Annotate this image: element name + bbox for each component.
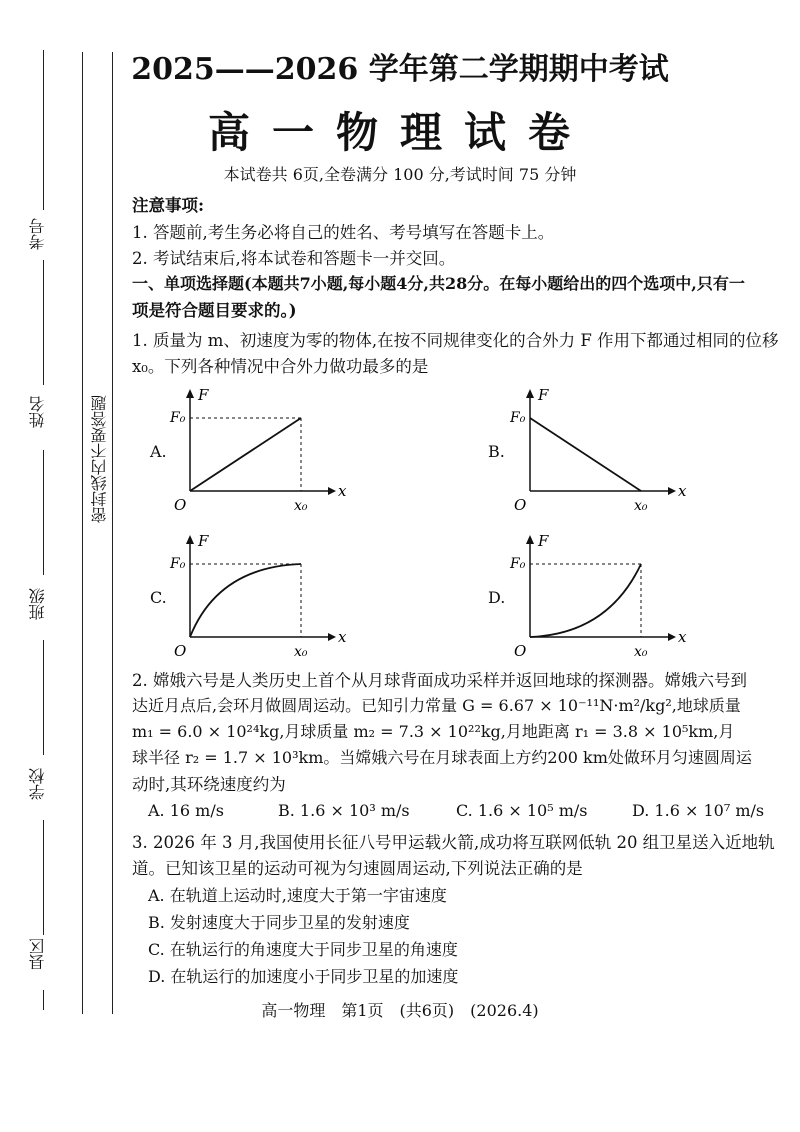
q1-option-a-label: A. <box>150 442 167 461</box>
q2-stem-line5: 动时,其环绕速度约为 <box>132 775 286 794</box>
school-line <box>43 640 44 755</box>
q1-graph-a-curve <box>190 418 301 491</box>
section-heading-line1: 一、单项选择题(本题共7小题,每小题4分,共28分。在每小题给出的四个选项中,只有一 <box>132 274 745 293</box>
q2-stem-line3: m₁ = 6.0 × 10²⁴kg,月球质量 m₂ = 7.3 × 10²²kg,月地距离 r₁ = 3.8 × 10⁵km,月 <box>132 722 735 741</box>
q1-graph-d-y-label: F <box>538 532 549 550</box>
q1-graph-b-x0: x₀ <box>634 498 648 514</box>
q1-graph-c-x0: x₀ <box>294 644 308 660</box>
exam-info: 本试卷共 6页,全卷满分 100 分,考试时间 75 分钟 <box>223 165 577 184</box>
q1-graph-b-f0: F₀ <box>510 410 526 426</box>
q1-graph-d <box>508 532 687 666</box>
q1-graph-b-x-label: x <box>678 482 687 500</box>
q3-option-d: D. 在轨运行的加速度小于同步卫星的加速度 <box>148 967 459 986</box>
q1-graph-a-f0: F₀ <box>170 410 186 426</box>
q1-graph-d-origin: O <box>514 642 527 660</box>
q1-graph-c-f0: F₀ <box>170 556 186 572</box>
name-label: 姓名 <box>28 396 47 428</box>
q1-graph-b-y-label: F <box>538 386 549 404</box>
q1-graph-b-curve <box>530 418 641 491</box>
binding-line-right <box>112 52 113 1014</box>
q1-graph-c-origin: O <box>174 642 187 660</box>
q2-option-c: C. 1.6 × 10⁵ m/s <box>456 801 588 820</box>
q1-graph-c <box>168 532 347 666</box>
q2-option-a: A. 16 m/s <box>148 801 224 820</box>
q2-option-d: D. 1.6 × 10⁷ m/s <box>632 801 765 820</box>
q1-graph-c-x-label: x <box>338 628 347 646</box>
name-line-top <box>43 260 44 385</box>
q1-graph-a-x-label: x <box>338 482 347 500</box>
page-footer: 高一物理 第1页 (共6页) (2026.4) <box>261 1001 539 1020</box>
q2-stem-line4: 球半径 r₂ = 1.7 × 10³km。当嫦娥六号在月球表面上方约200 km处做环月匀速圆周运 <box>132 748 752 767</box>
section-heading-line2: 项是符合题目要求的。) <box>132 301 297 320</box>
class-line <box>43 450 44 575</box>
q1-graph-d-x-label: x <box>678 628 687 646</box>
q1-graph-a-y-label: F <box>198 386 209 404</box>
exam-number-label: 考号 <box>28 218 47 250</box>
q1-option-c-label: C. <box>150 588 167 607</box>
q3-stem-line1: 3. 2026 年 3 月,我国使用长征八号甲运载火箭,成功将互联网低轨 20 组卫星送入近地轨 <box>132 833 775 852</box>
binding-line-left <box>82 52 83 1014</box>
note-item-1: 1. 答题前,考生务必将自己的姓名、考号填写在答题卡上。 <box>132 223 555 242</box>
district-label: 县区 <box>28 938 47 970</box>
q3-option-c: C. 在轨运行的角速度大于同步卫星的角速度 <box>148 940 458 959</box>
q1-graph-d-f0: F₀ <box>510 556 526 572</box>
q1-graph-a-origin: O <box>174 496 187 514</box>
class-label: 班级 <box>28 588 47 620</box>
q1-graph-d-curve <box>530 564 641 637</box>
subject-title: 高一物理试卷 <box>207 108 592 157</box>
note-item-2: 2. 考试结束后,将本试卷和答题卡一并交回。 <box>132 249 456 268</box>
q1-graph-a-x0: x₀ <box>294 498 308 514</box>
exam-title: 2025——2026 学年第二学期期中考试 <box>131 52 669 87</box>
q1-graph-a <box>168 386 347 520</box>
q1-graph-c-y-label: F <box>198 532 209 550</box>
q2-stem-line1: 2. 嫦娥六号是人类历史上首个从月球背面成功采样并返回地球的探测器。嫦娥六号到 <box>132 671 747 690</box>
district-line <box>43 820 44 935</box>
q3-option-a: A. 在轨道上运动时,速度大于第一宇宙速度 <box>148 886 447 905</box>
q1-option-b-label: B. <box>488 442 505 461</box>
q1-stem-line1: 1. 质量为 m、初速度为零的物体,在按不同规律变化的合外力 F 作用下都通过相同的位移 <box>132 331 779 350</box>
q3-option-b: B. 发射速度大于同步卫星的发射速度 <box>148 913 410 932</box>
q2-stem-line2: 达近月点后,会环月做圆周运动。已知引力常量 G = 6.67 × 10⁻¹¹N·m²/kg²,地球质量 <box>132 696 741 715</box>
notes-heading: 注意事项: <box>132 196 205 215</box>
q1-graph-d-x0: x₀ <box>634 644 648 660</box>
q1-option-d-label: D. <box>488 588 506 607</box>
q1-graph-c-curve <box>190 564 301 637</box>
q1-graph-b-origin: O <box>514 496 527 514</box>
seal-notice: 密封线内不要答题 <box>90 395 109 523</box>
q1-stem-line2: x₀。下列各种情况中合外力做功最多的是 <box>132 357 429 376</box>
q3-stem-line2: 道。已知该卫星的运动可视为匀速圆周运动,下列说法正确的是 <box>132 859 583 878</box>
q2-option-b: B. 1.6 × 10³ m/s <box>278 801 410 820</box>
school-label: 学校 <box>28 768 47 800</box>
q1-graph-b <box>508 386 687 520</box>
